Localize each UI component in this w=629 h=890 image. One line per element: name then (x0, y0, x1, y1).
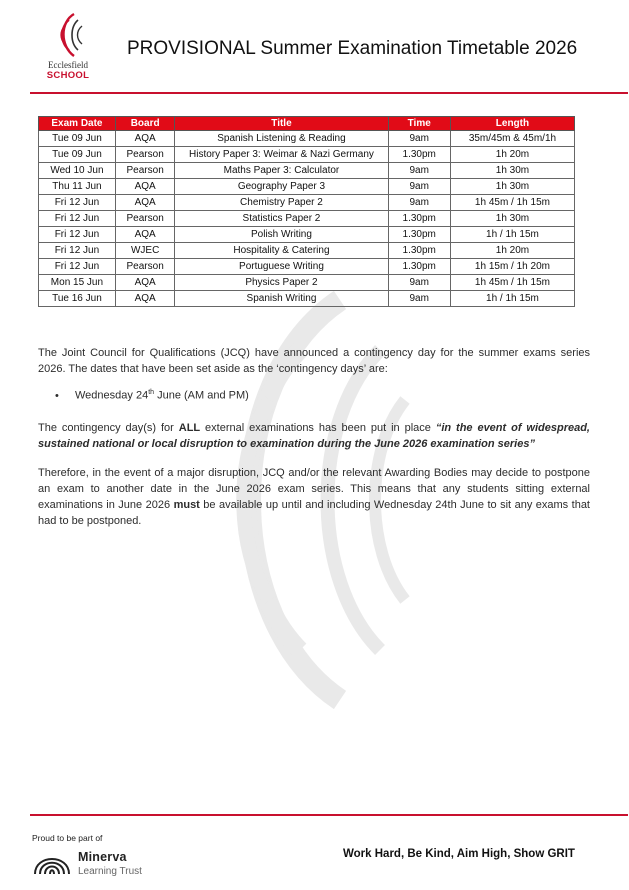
p3-bold-must: must (173, 499, 200, 511)
table-row (39, 275, 575, 291)
cell-board: AQA (115, 195, 175, 211)
table-row (39, 211, 575, 227)
cell-board: AQA (115, 131, 175, 147)
cell-length: 1h 30m (450, 179, 574, 195)
cell-board: AQA (115, 179, 175, 195)
cell-length: 1h 20m (450, 147, 574, 163)
cell-length: 1h 20m (450, 243, 574, 259)
cell-time: 9am (388, 291, 450, 307)
cell-board: AQA (115, 227, 175, 243)
p2-text-middle: external examinations has been put in place (200, 422, 436, 434)
cell-title: Maths Paper 3: Calculator (175, 163, 388, 179)
cell-time: 1.30pm (388, 243, 450, 259)
cell-board: WJEC (115, 243, 175, 259)
table-row (39, 243, 575, 259)
proud-to-be-part-of: Proud to be part of (32, 833, 103, 843)
table-row (39, 227, 575, 243)
cell-exam-date: Mon 15 Jun (39, 275, 116, 291)
cell-exam-date: Fri 12 Jun (39, 195, 116, 211)
cell-title: Portuguese Writing (175, 259, 388, 275)
bullet-rest: June (AM and PM) (154, 389, 249, 402)
p3-text-after: be available up until and including Wednesday 24th June to sit any exams that had to be postponed. (38, 499, 590, 527)
cell-time: 1.30pm (388, 211, 450, 227)
footer-divider (30, 814, 628, 816)
cell-exam-date: Wed 10 Jun (39, 163, 116, 179)
cell-title: Spanish Listening & Reading (175, 131, 388, 147)
contingency-intro-paragraph: The Joint Council for Qualifications (JCQ) have announced a contingency day for the summer exams series 2026. The dates that have been set aside as the ‘contingency days’ are: (38, 347, 590, 375)
cell-board: AQA (115, 291, 175, 307)
contingency-purpose-paragraph (38, 420, 590, 452)
cell-title: Chemistry Paper 2 (175, 195, 388, 211)
col-header-title: Title (175, 117, 388, 131)
bullet-day: Wednesday 24 (75, 389, 149, 402)
school-motto: Work Hard, Be Kind, Aim High, Show GRIT (343, 848, 575, 860)
cell-length: 1h 15m / 1h 20m (450, 259, 574, 275)
cell-exam-date: Tue 09 Jun (39, 147, 116, 163)
cell-exam-date: Tue 16 Jun (39, 291, 116, 307)
cell-board: Pearson (115, 163, 175, 179)
cell-title: Hospitality & Catering (175, 243, 388, 259)
bullet-ordinal-suffix: th (148, 389, 155, 396)
school-logo (38, 10, 98, 81)
col-header-length: Length (450, 117, 574, 131)
col-header-time: Time (388, 117, 450, 131)
cell-length: 1h / 1h 15m (450, 291, 574, 307)
cell-length: 1h / 1h 15m (450, 227, 574, 243)
cell-title: Spanish Writing (175, 291, 388, 307)
cell-title: Geography Paper 3 (175, 179, 388, 195)
bullet-icon: • (55, 389, 59, 402)
p2-jcq-quote: “in the event of widespread, sustained national or local disruption to examination during the June 2026 examination series” (38, 422, 590, 450)
minerva-trust-name: Minerva (78, 850, 127, 864)
cell-title: Physics Paper 2 (175, 275, 388, 291)
cell-time: 1.30pm (388, 227, 450, 243)
cell-title: Polish Writing (175, 227, 388, 243)
cell-time: 9am (388, 163, 450, 179)
col-header-exam-date: Exam Date (39, 117, 116, 131)
cell-exam-date: Fri 12 Jun (39, 243, 116, 259)
table-row (39, 195, 575, 211)
cell-length: 35m/45m & 45m/1h (450, 131, 574, 147)
cell-board: AQA (115, 275, 175, 291)
cell-length: 1h 45m / 1h 15m (450, 275, 574, 291)
postponement-paragraph (38, 465, 590, 529)
cell-time: 9am (388, 131, 450, 147)
cell-board: Pearson (115, 259, 175, 275)
logo-school-name: Ecclesfield (48, 60, 88, 70)
cell-exam-date: Fri 12 Jun (39, 227, 116, 243)
p2-text-before: The contingency day(s) for (38, 422, 179, 434)
cell-exam-date: Fri 12 Jun (39, 211, 116, 227)
p3-text-before: Therefore, in the event of a major disruption, JCQ and/or the relevant Awarding Bodies may decide to postpone an exam to another date in the June 2026 exam series. This means that any students sitting external examinations in June 2026 (38, 467, 590, 511)
minerva-logo-icon (32, 848, 72, 876)
cell-board: Pearson (115, 211, 175, 227)
table-row (39, 163, 575, 179)
p2-bold-all: ALL (178, 422, 201, 434)
exam-timetable (38, 116, 575, 307)
cell-time: 1.30pm (388, 259, 450, 275)
cell-title: History Paper 3: Weimar & Nazi Germany (175, 147, 388, 163)
minerva-trust-subtitle: Learning Trust (78, 866, 142, 877)
cell-length: 1h 30m (450, 211, 574, 227)
cell-time: 9am (388, 275, 450, 291)
page-title: PROVISIONAL Summer Examination Timetable 2026 (127, 38, 578, 59)
cell-exam-date: Fri 12 Jun (39, 259, 116, 275)
contingency-date-bullet (55, 389, 249, 402)
header-divider (30, 92, 628, 94)
table-header-row (39, 117, 575, 131)
cell-length: 1h 30m (450, 163, 574, 179)
table-row (39, 179, 575, 195)
cell-board: Pearson (115, 147, 175, 163)
cell-time: 9am (388, 195, 450, 211)
cell-title: Statistics Paper 2 (175, 211, 388, 227)
logo-school-word: SCHOOL (46, 70, 90, 81)
cell-time: 9am (388, 179, 450, 195)
school-crest-icon (48, 10, 90, 60)
cell-time: 1.30pm (388, 147, 450, 163)
table-row (39, 147, 575, 163)
table-row (39, 291, 575, 307)
table-row (39, 131, 575, 147)
cell-exam-date: Tue 09 Jun (39, 131, 116, 147)
cell-length: 1h 45m / 1h 15m (450, 195, 574, 211)
cell-exam-date: Thu 11 Jun (39, 179, 116, 195)
table-row (39, 259, 575, 275)
col-header-board: Board (115, 117, 175, 131)
